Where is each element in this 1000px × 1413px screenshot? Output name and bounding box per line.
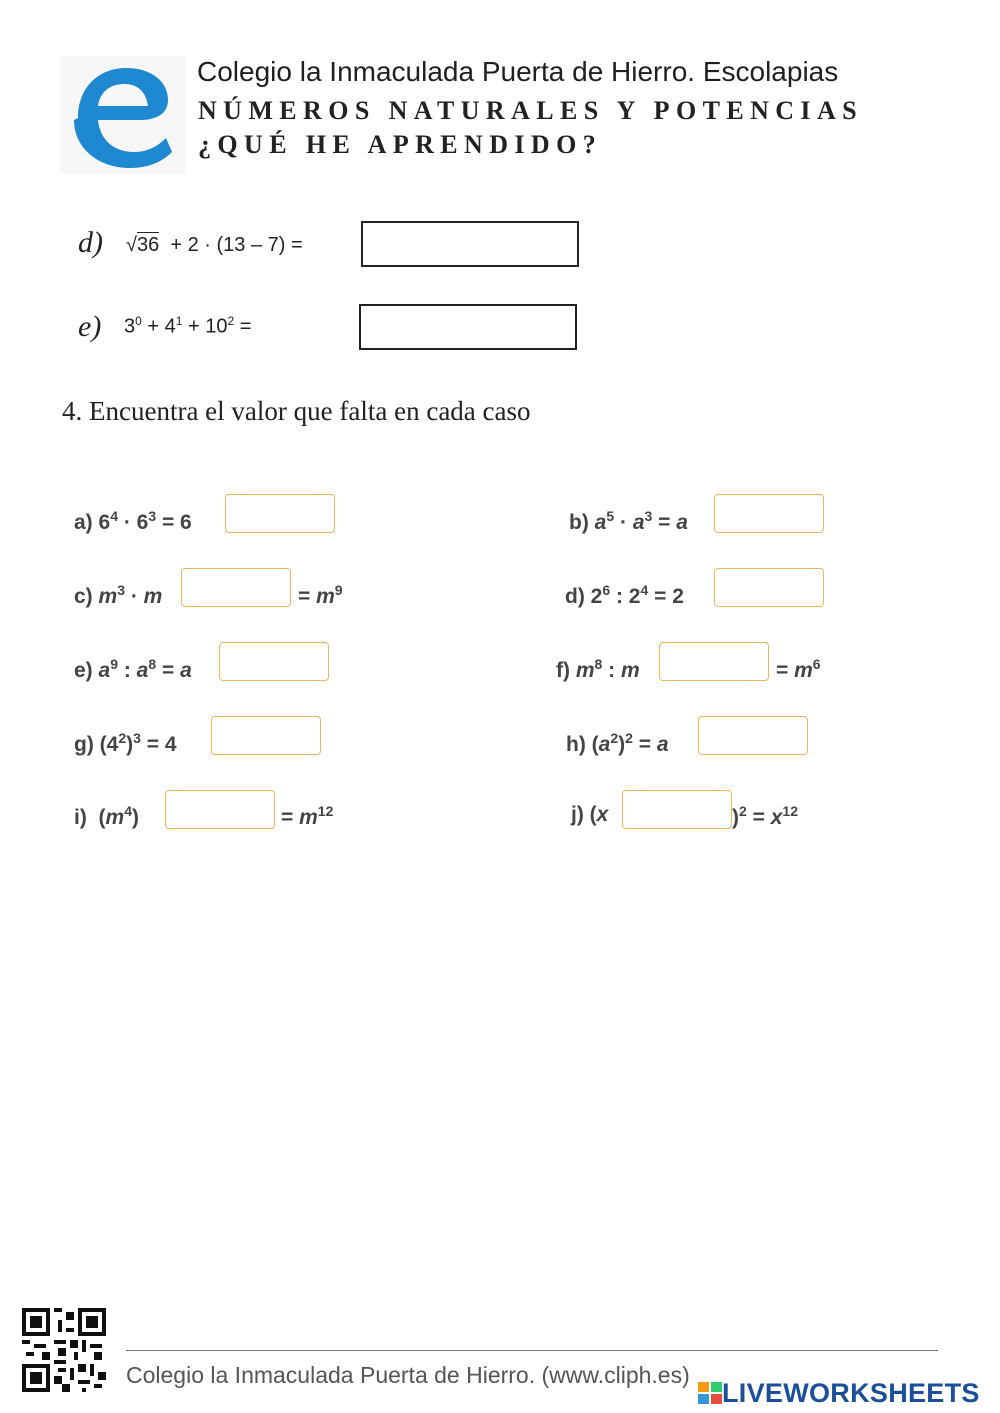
footer-divider <box>126 1350 938 1351</box>
item-d-letter: d) <box>78 226 103 259</box>
exercise-e: e) $a^9$ : $a^8 = a$ <box>74 656 192 682</box>
answer-box-i[interactable] <box>165 790 275 829</box>
answer-box-e[interactable] <box>359 304 577 350</box>
liveworksheets-logo[interactable] <box>698 1378 980 1409</box>
answer-box-g[interactable] <box>211 716 321 755</box>
answer-box-f[interactable] <box>659 642 769 681</box>
exercise-f-right: = $m^6$ <box>776 656 821 682</box>
answer-box-d[interactable] <box>361 221 579 267</box>
worksheet-topic: NÚMEROS NATURALES Y POTENCIAS <box>198 96 863 125</box>
school-name: Colegio la Inmaculada Puerta de Hierro. Escolapias <box>197 56 839 87</box>
exercise-a: a) $6^4 \cdot 6^3 = 6$ <box>74 508 192 534</box>
answer-box-j[interactable] <box>622 790 732 829</box>
item-d-expression <box>126 234 303 257</box>
answer-box-b[interactable] <box>714 494 824 533</box>
liveworksheets-brand: LIVEWORKSHEETS <box>722 1378 980 1408</box>
exercise-g: g) $(4^2)^3 = 4$ <box>74 730 177 756</box>
exercise-i-right: = $m^{12}$ <box>281 803 334 829</box>
answer-box-d4[interactable] <box>714 568 824 607</box>
item-e-expression: $3^0 + 4^1 + 10^2$ = <box>124 314 252 338</box>
exercise-d: d) $2^6$ : $2^4 = 2$ <box>565 582 684 608</box>
answer-box-h[interactable] <box>698 716 808 755</box>
answer-box-e4[interactable] <box>219 642 329 681</box>
answer-box-a[interactable] <box>225 494 335 533</box>
answer-box-c[interactable] <box>181 568 291 607</box>
worksheet-subtopic: ¿QUÉ HE APRENDIDO? <box>198 130 603 159</box>
radicand: 36 <box>136 234 160 256</box>
exercise-i-left: i) $(m^4)$ <box>74 803 139 829</box>
expression-rest: + 2 · (13 – 7) = <box>170 234 303 256</box>
exercise-c-left: c) $m^3 \cdot m$ <box>74 582 163 608</box>
exercise-f-left: f) $m^8$ : m <box>556 656 640 682</box>
exercise-c-right: = $m^9$ <box>298 582 343 608</box>
exercise-4-title: 4. Encuentra el valor que falta en cada caso <box>62 396 531 426</box>
qr-code-icon <box>22 1308 106 1392</box>
school-logo <box>60 56 186 174</box>
sqrt-symbol: √ <box>126 234 137 256</box>
exercise-b: b) $a^5 \cdot a^3 = a$ <box>569 508 688 534</box>
item-e-letter: e) <box>78 310 102 343</box>
exercise-j-right: )$^2 = x^{12}$ <box>732 803 798 829</box>
exercise-j-left: j) (x <box>571 803 609 826</box>
footer-text: Colegio la Inmaculada Puerta de Hierro. (www.cliph.es) <box>126 1362 690 1388</box>
liveworksheets-icon <box>698 1382 722 1404</box>
exercise-h: h) $(a^2)^2 = a$ <box>566 730 669 756</box>
